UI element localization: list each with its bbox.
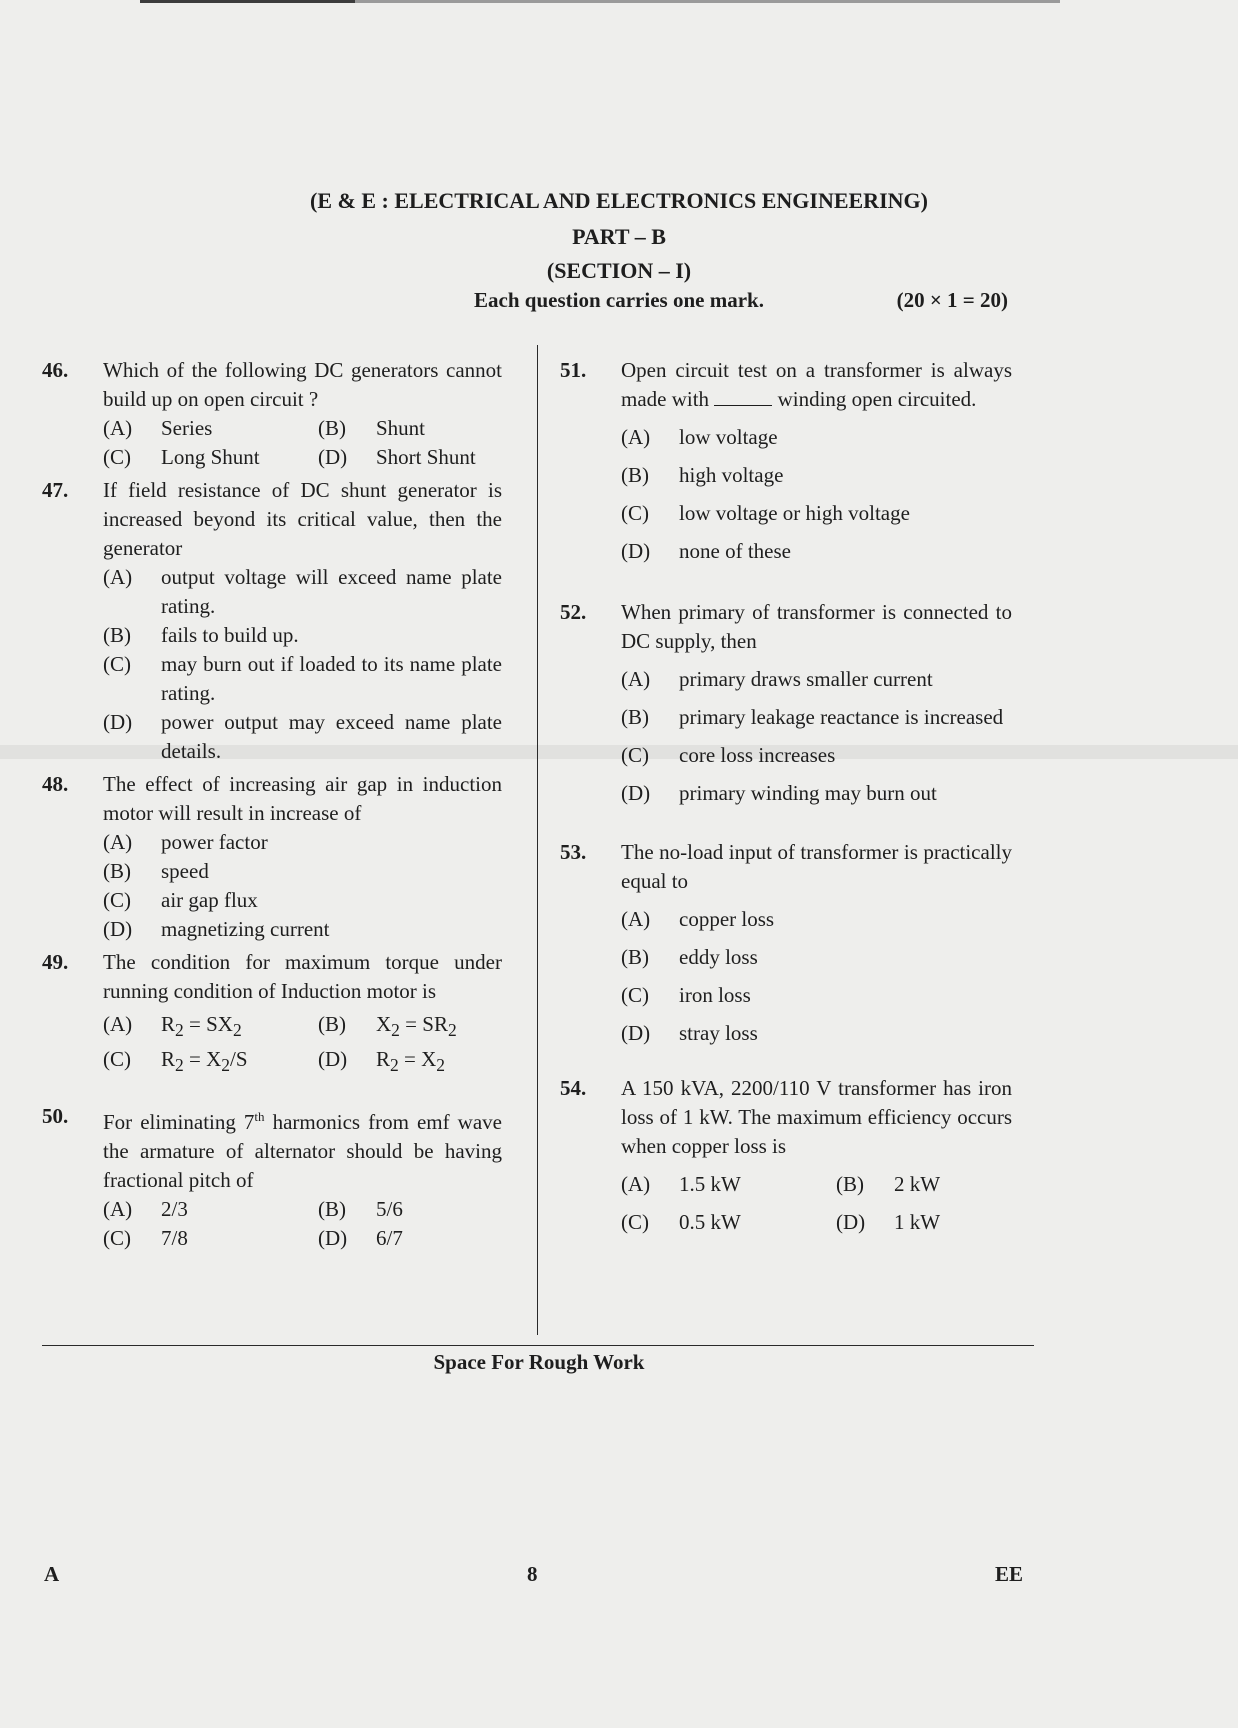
right-column — [560, 356, 1012, 1257]
option-d: (D) stray loss — [621, 1021, 758, 1045]
option-b: (B) speed — [103, 859, 209, 883]
option-a: (A) 1.5 kW — [621, 1172, 741, 1196]
option-a: (A) Series — [103, 416, 213, 440]
top-rule — [140, 0, 1060, 3]
option-c: (C) low voltage or high voltage — [621, 501, 910, 525]
question-stem: A 150 kVA, 2200/110 V transformer has iron loss of 1 kW. The maximum efficiency occurs when copper loss is — [621, 1076, 1012, 1158]
page-number: 8 — [527, 1562, 538, 1586]
question-number: 48. — [42, 772, 69, 796]
option-a: (A) $R_2 = SX_2$ — [103, 1012, 242, 1041]
question-51 — [560, 356, 1012, 566]
option-b: (B) high voltage — [621, 463, 784, 487]
marks-instruction: Each question carries one mark. — [474, 288, 764, 312]
section-title: (SECTION – I) — [546, 258, 692, 283]
question-49 — [42, 948, 502, 1080]
section-header — [0, 188, 1238, 313]
question-53 — [560, 838, 1012, 1048]
option-d: (D) magnetizing current — [103, 917, 330, 941]
option-b: (B) 5/6 — [318, 1197, 403, 1222]
rough-work-label: Space For Rough Work — [433, 1350, 645, 1374]
question-stem: Which of the following DC generators cannot build up on open circuit ? — [103, 358, 502, 411]
option-c: (C) 7/8 — [103, 1226, 188, 1251]
marks-line — [0, 288, 1238, 313]
column-divider — [537, 345, 538, 1335]
question-stem: If field resistance of DC shunt generator is increased beyond its critical value, then the generator — [103, 478, 502, 560]
option-c: (C) $R_2 = X_2/S$ — [103, 1047, 248, 1076]
question-50 — [42, 1102, 502, 1253]
question-stem: The effect of increasing air gap in induction motor will result in increase of — [103, 772, 502, 825]
option-d: (D) 1 kW — [836, 1210, 941, 1234]
option-b: (B) $X_2 = SR_2$ — [318, 1012, 457, 1041]
option-c: (C) iron loss — [621, 983, 751, 1007]
option-a: (A) power factor — [103, 830, 268, 854]
option-a: (A) output voltage will exceed name plate rating. — [103, 565, 502, 618]
question-number: 54. — [560, 1076, 587, 1100]
subject-title: (E & E : ELECTRICAL AND ELECTRONICS ENGINEERING) — [310, 188, 928, 213]
question-stem: Open circuit test on a transformer is always made with winding open circuited. — [621, 358, 1012, 411]
question-54 — [560, 1074, 1012, 1237]
part-title: PART – B — [572, 224, 666, 249]
marks-total: (20 × 1 = 20) — [896, 288, 1008, 312]
question-46 — [42, 356, 502, 472]
question-52 — [560, 598, 1012, 808]
question-number: 52. — [560, 600, 587, 624]
question-number: 46. — [42, 358, 69, 382]
option-d: (D) $R_2 = X_2$ — [318, 1047, 446, 1076]
option-d: (D) 6/7 — [318, 1226, 403, 1251]
question-number: 50. — [42, 1104, 69, 1129]
option-b: (B) primary leakage reactance is increased — [621, 705, 1004, 729]
question-47 — [42, 476, 502, 766]
question-number: 51. — [560, 358, 587, 382]
option-c: (C) may burn out if loaded to its name plate rating. — [103, 652, 502, 705]
question-number: 53. — [560, 840, 587, 864]
option-b: (B) 2 kW — [836, 1172, 941, 1196]
option-b: (B) fails to build up. — [103, 623, 299, 647]
question-number: 47. — [42, 478, 69, 502]
option-a: (A) primary draws smaller current — [621, 667, 933, 691]
option-c: (C) Long Shunt — [103, 445, 260, 469]
option-a: (A) low voltage — [621, 425, 778, 449]
question-stem: For eliminating 7th harmonics from emf wave the armature of alternator should be having fractional pitch of — [103, 1109, 502, 1193]
option-d: (D) primary winding may burn out — [621, 781, 937, 805]
question-stem: The condition for maximum torque under running condition of Induction motor is — [103, 950, 502, 1003]
option-d: (D) power output may exceed name plate details. — [103, 710, 502, 763]
question-number: 49. — [42, 950, 69, 974]
subject-code: EE — [995, 1562, 1024, 1586]
option-b: (B) Shunt — [318, 416, 426, 440]
question-48 — [42, 770, 502, 944]
left-column — [42, 356, 502, 1257]
answer-blank — [714, 387, 772, 406]
question-stem: When primary of transformer is connected to DC supply, then — [621, 600, 1012, 653]
option-c: (C) 0.5 kW — [621, 1210, 741, 1234]
option-b: (B) eddy loss — [621, 945, 758, 969]
option-d: (D) none of these — [621, 539, 791, 563]
series-code: A — [44, 1562, 60, 1586]
bottom-rule — [42, 1345, 1034, 1346]
option-a: (A) 2/3 — [103, 1197, 188, 1222]
option-d: (D) Short Shunt — [318, 445, 476, 469]
option-a: (A) copper loss — [621, 907, 775, 931]
option-c: (C) air gap flux — [103, 888, 258, 912]
option-c: (C) core loss increases — [621, 743, 836, 767]
question-stem: The no-load input of transformer is practically equal to — [621, 840, 1012, 893]
